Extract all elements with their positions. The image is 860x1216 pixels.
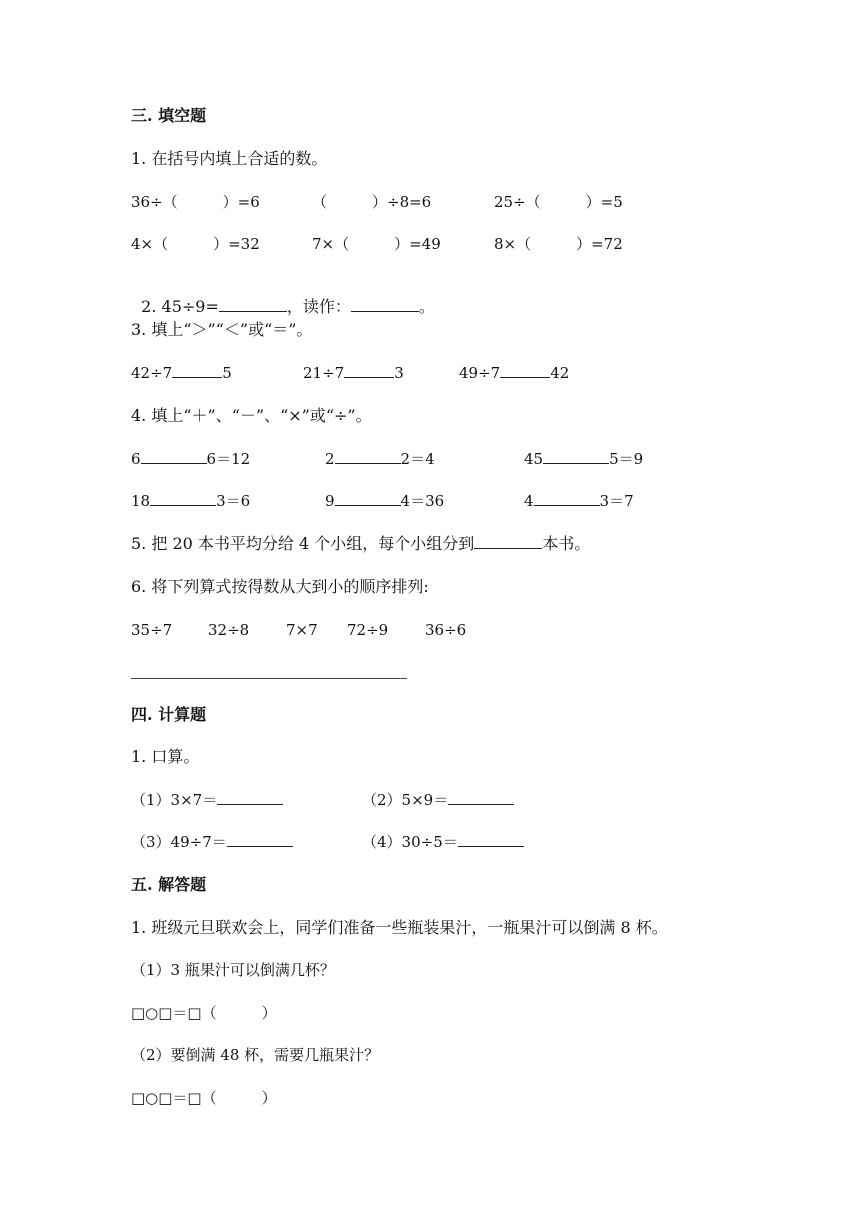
- q2-blank-1[interactable]: [219, 297, 287, 312]
- q1-row1-item3: 25÷（ ）=5: [494, 193, 623, 211]
- q6-prompt: 6. 将下列算式按得数从大到小的顺序排列:: [131, 577, 429, 596]
- q3-prompt: 3. 填上“＞”“＜”或“＝”。: [131, 320, 313, 339]
- q1-row1-item2: （ ）÷8=6: [312, 193, 432, 211]
- s5-q1-prompt: 1. 班级元旦联欢会上，同学们准备一些瓶装果汁，一瓶果汁可以倒满 8 杯。: [131, 918, 668, 937]
- section-4-title: 四. 计算题: [131, 705, 207, 724]
- q4-prompt: 4. 填上“＋”、“－”、“×”或“÷”。: [131, 406, 372, 425]
- s5-formula2: □○□＝□（ ）: [131, 1089, 277, 1107]
- q4-r2-i3-left: 4: [524, 492, 534, 510]
- q3-blank-3[interactable]: [500, 363, 550, 378]
- q4-r2-i1-left: 18: [131, 492, 151, 510]
- q1-prompt: 1. 在括号内填上合适的数。: [131, 149, 328, 168]
- s4-item-1: [131, 790, 283, 810]
- q5-line: [131, 534, 590, 554]
- q4-blank-5[interactable]: [335, 491, 401, 506]
- q4-r1-i2-right: 2＝4: [400, 450, 435, 468]
- s4-blank-3[interactable]: [227, 832, 293, 847]
- q5-text-b: 本书。: [542, 534, 591, 553]
- q3-item-1: [131, 363, 232, 383]
- q4-r1-i2-left: 2: [325, 450, 335, 468]
- q1-row2-item3: 8×（ ）=72: [494, 235, 623, 253]
- s4-q1-prompt: 1. 口算。: [131, 747, 200, 766]
- q4-blank-4[interactable]: [150, 491, 216, 506]
- s5-sub1: （1）3 瓶果汁可以倒满几杯？: [131, 961, 335, 979]
- s5-sub2: （2）要倒满 48 杯，需要几瓶果汁？: [131, 1046, 380, 1064]
- s4-item-4: [362, 832, 524, 852]
- q3-blank-1[interactable]: [172, 363, 222, 378]
- s4-item-1-text: （1）3×7＝: [131, 791, 218, 809]
- q4-row2-item2: [325, 491, 444, 511]
- q6-item-1: 35÷7: [131, 621, 173, 639]
- q1-row2-item1: 4×（ ）=32: [131, 235, 260, 253]
- q3-blank-2[interactable]: [344, 363, 394, 378]
- q6-item-2: 32÷8: [208, 621, 250, 639]
- q4-row1-item1: [131, 449, 250, 469]
- q4-row2-item3: [524, 491, 634, 511]
- q4-blank-2[interactable]: [335, 449, 401, 464]
- q3-item-1-right: 5: [222, 364, 232, 382]
- section-3-title: 三. 填空题: [131, 106, 207, 125]
- s4-blank-4[interactable]: [458, 832, 524, 847]
- q4-blank-6[interactable]: [534, 491, 600, 506]
- q3-item-3: [459, 363, 569, 383]
- q4-row1-item2: [325, 449, 435, 469]
- q3-item-3-left: 49÷7: [459, 364, 501, 382]
- s4-item-4-text: （4）30÷5＝: [362, 833, 458, 851]
- q3-item-1-left: 42÷7: [131, 364, 173, 382]
- q5-blank[interactable]: [474, 534, 542, 549]
- section-5-title: 五. 解答题: [131, 875, 207, 894]
- q1-row2-item2: 7×（ ）=49: [312, 235, 441, 253]
- q4-r2-i2-right: 4＝36: [400, 492, 445, 510]
- s4-item-3: [131, 832, 293, 852]
- q6-item-5: 36÷6: [425, 621, 467, 639]
- s4-blank-2[interactable]: [448, 790, 514, 805]
- q4-r1-i3-left: 45: [524, 450, 544, 468]
- s5-formula1: □○□＝□（ ）: [131, 1004, 277, 1022]
- q2-line: [131, 277, 435, 317]
- q4-r2-i1-right: 3＝6: [216, 492, 251, 510]
- q3-item-2: [303, 363, 404, 383]
- q4-blank-3[interactable]: [543, 449, 609, 464]
- q4-row1-item3: [524, 449, 643, 469]
- q2-text-a: 2. 45÷9=: [141, 297, 219, 316]
- q6-item-3: 7×7: [286, 621, 318, 639]
- q4-r1-i3-right: 5＝9: [609, 450, 644, 468]
- q4-row2-item1: [131, 491, 250, 511]
- q2-blank-2[interactable]: [351, 297, 419, 312]
- s4-blank-1[interactable]: [217, 790, 283, 805]
- q5-text-a: 5. 把 20 本书平均分给 4 个小组，每个小组分到: [131, 534, 475, 553]
- q6-answer-line[interactable]: [131, 678, 407, 679]
- q4-r2-i2-left: 9: [325, 492, 335, 510]
- q6-item-4: 72÷9: [347, 621, 389, 639]
- q1-row1-item1: 36÷（ ）=6: [131, 193, 260, 211]
- q3-item-2-right: 3: [394, 364, 404, 382]
- q4-blank-1[interactable]: [141, 449, 207, 464]
- q4-r2-i3-right: 3＝7: [599, 492, 634, 510]
- q2-text-c: 。: [418, 297, 435, 316]
- q3-item-2-left: 21÷7: [303, 364, 345, 382]
- q4-r1-i1-left: 6: [131, 450, 141, 468]
- q3-item-3-right: 42: [550, 364, 570, 382]
- s4-item-2-text: （2）5×9＝: [362, 791, 449, 809]
- q4-r1-i1-right: 6＝12: [206, 450, 251, 468]
- s4-item-3-text: （3）49÷7＝: [131, 833, 227, 851]
- q2-text-b: ，读作：: [286, 297, 351, 316]
- s4-item-2: [362, 790, 514, 810]
